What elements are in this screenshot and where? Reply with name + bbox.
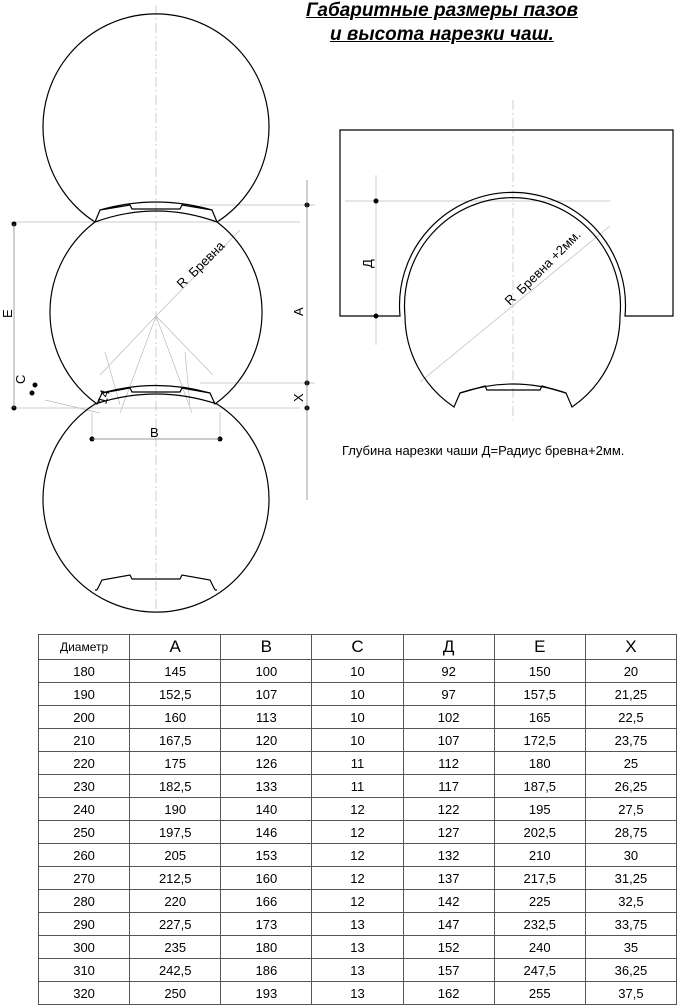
- table-cell: 190: [130, 798, 221, 821]
- table-cell: 212,5: [130, 867, 221, 890]
- table-cell: 12: [312, 821, 403, 844]
- table-cell: 173: [221, 913, 312, 936]
- table-cell: 122: [403, 798, 494, 821]
- table-row: [39, 890, 677, 913]
- table-cell: 150: [494, 660, 585, 683]
- table-row: [39, 752, 677, 775]
- table-cell: 240: [39, 798, 130, 821]
- label-D: Д: [360, 259, 375, 268]
- label-R: R: [173, 273, 191, 292]
- table-row: [39, 959, 677, 982]
- table-row: [39, 798, 677, 821]
- table-cell: 182,5: [130, 775, 221, 798]
- label-R2-sub: Бревна +2мм.: [513, 226, 584, 298]
- title-line-1: Габаритные размеры пазов: [306, 0, 579, 21]
- table-cell: 12: [312, 867, 403, 890]
- table-cell: 180: [39, 660, 130, 683]
- header-B: В: [221, 635, 312, 660]
- label-R2: R: [501, 290, 519, 309]
- table-cell: 32,5: [585, 890, 676, 913]
- table-cell: 230: [39, 775, 130, 798]
- label-C: C: [13, 374, 28, 384]
- table-cell: 242,5: [130, 959, 221, 982]
- table-cell: 28,75: [585, 821, 676, 844]
- table-cell: 13: [312, 936, 403, 959]
- table-cell: 25: [585, 752, 676, 775]
- cup-block-outline: [340, 130, 673, 316]
- table-cell: 152: [403, 936, 494, 959]
- table-cell: 167,5: [130, 729, 221, 752]
- table-cell: 133: [221, 775, 312, 798]
- table-cell: 33,75: [585, 913, 676, 936]
- table-cell: 92: [403, 660, 494, 683]
- label-R-sub: Бревна: [185, 238, 228, 281]
- table-cell: 132: [403, 844, 494, 867]
- table-cell: 187,5: [494, 775, 585, 798]
- table-cell: 220: [39, 752, 130, 775]
- table-cell: 235: [130, 936, 221, 959]
- table-cell: 36,25: [585, 959, 676, 982]
- table-cell: 166: [221, 890, 312, 913]
- header-A: А: [130, 635, 221, 660]
- table-row: [39, 775, 677, 798]
- table-cell: 107: [403, 729, 494, 752]
- table-cell: 27,5: [585, 798, 676, 821]
- table-cell: 202,5: [494, 821, 585, 844]
- table-cell: 180: [221, 936, 312, 959]
- table-row: [39, 660, 677, 683]
- table-cell: 12: [312, 798, 403, 821]
- table-cell: 113: [221, 706, 312, 729]
- table-cell: 210: [39, 729, 130, 752]
- table-cell: 140: [221, 798, 312, 821]
- table-cell: 220: [130, 890, 221, 913]
- table-cell: 186: [221, 959, 312, 982]
- table-cell: 100: [221, 660, 312, 683]
- header-D: Д: [403, 635, 494, 660]
- table-cell: 175: [130, 752, 221, 775]
- table-cell: 102: [403, 706, 494, 729]
- table-cell: 13: [312, 959, 403, 982]
- table-cell: 117: [403, 775, 494, 798]
- table-cell: 13: [312, 913, 403, 936]
- table-cell: 97: [403, 683, 494, 706]
- label-A: A: [291, 307, 306, 316]
- table-cell: 127: [403, 821, 494, 844]
- table-row: [39, 683, 677, 706]
- table-cell: 217,5: [494, 867, 585, 890]
- table-cell: 153: [221, 844, 312, 867]
- label-X: X: [291, 393, 306, 402]
- table-cell: 30: [585, 844, 676, 867]
- table-cell: 200: [39, 706, 130, 729]
- table-cell: 31,25: [585, 867, 676, 890]
- table-cell: 250: [39, 821, 130, 844]
- table-cell: 240: [494, 936, 585, 959]
- table-row: [39, 982, 677, 1005]
- table-row: [39, 844, 677, 867]
- table-cell: 205: [130, 844, 221, 867]
- table-cell: 300: [39, 936, 130, 959]
- table-cell: 12: [312, 844, 403, 867]
- table-cell: 35: [585, 936, 676, 959]
- table-cell: 310: [39, 959, 130, 982]
- table-row: [39, 867, 677, 890]
- table-cell: 172,5: [494, 729, 585, 752]
- label-B: B: [150, 425, 159, 440]
- table-row: [39, 729, 677, 752]
- table-cell: 137: [403, 867, 494, 890]
- table-cell: 270: [39, 867, 130, 890]
- table-row: [39, 936, 677, 959]
- table-cell: 280: [39, 890, 130, 913]
- table-cell: 160: [221, 867, 312, 890]
- table-cell: 12: [312, 890, 403, 913]
- table-cell: 147: [403, 913, 494, 936]
- table-cell: 146: [221, 821, 312, 844]
- table-cell: 37,5: [585, 982, 676, 1005]
- table-cell: 247,5: [494, 959, 585, 982]
- header-E: Е: [494, 635, 585, 660]
- table-cell: 157: [403, 959, 494, 982]
- label-E: E: [0, 309, 15, 318]
- table-cell: 250: [130, 982, 221, 1005]
- table-cell: 21,25: [585, 683, 676, 706]
- table-row: [39, 821, 677, 844]
- table-cell: 22,5: [585, 706, 676, 729]
- table-cell: 23,75: [585, 729, 676, 752]
- table-cell: 11: [312, 752, 403, 775]
- table-cell: 10: [312, 683, 403, 706]
- table-cell: 232,5: [494, 913, 585, 936]
- table-cell: 120: [221, 729, 312, 752]
- table-cell: 142: [403, 890, 494, 913]
- table-cell: 255: [494, 982, 585, 1005]
- table-cell: 157,5: [494, 683, 585, 706]
- label-14: 14: [94, 387, 113, 406]
- table-cell: 10: [312, 729, 403, 752]
- cup-depth-note: Глубина нарезки чаши Д=Радиус бревна+2мм.: [342, 443, 625, 458]
- table-cell: 165: [494, 706, 585, 729]
- table-cell: 107: [221, 683, 312, 706]
- table-header-row: [39, 635, 677, 660]
- table-cell: 11: [312, 775, 403, 798]
- table-cell: 162: [403, 982, 494, 1005]
- table-cell: 10: [312, 706, 403, 729]
- table-cell: 227,5: [130, 913, 221, 936]
- table-row: [39, 913, 677, 936]
- table-cell: 112: [403, 752, 494, 775]
- table-cell: 210: [494, 844, 585, 867]
- title-line-2: и высота нарезки чаш.: [330, 24, 554, 45]
- header-C: С: [312, 635, 403, 660]
- table-cell: 26,25: [585, 775, 676, 798]
- table-cell: 126: [221, 752, 312, 775]
- table-cell: 320: [39, 982, 130, 1005]
- header-diameter: Диаметр: [39, 635, 130, 660]
- table-cell: 10: [312, 660, 403, 683]
- table-cell: 195: [494, 798, 585, 821]
- table-cell: 145: [130, 660, 221, 683]
- dimensions-table: [38, 634, 677, 1005]
- header-X: Х: [585, 635, 676, 660]
- table-cell: 152,5: [130, 683, 221, 706]
- table-cell: 225: [494, 890, 585, 913]
- table-cell: 260: [39, 844, 130, 867]
- table-cell: 190: [39, 683, 130, 706]
- table-cell: 13: [312, 982, 403, 1005]
- table-cell: 197,5: [130, 821, 221, 844]
- table-cell: 193: [221, 982, 312, 1005]
- table-cell: 290: [39, 913, 130, 936]
- table-cell: 160: [130, 706, 221, 729]
- table-cell: 20: [585, 660, 676, 683]
- table-cell: 180: [494, 752, 585, 775]
- table-row: [39, 706, 677, 729]
